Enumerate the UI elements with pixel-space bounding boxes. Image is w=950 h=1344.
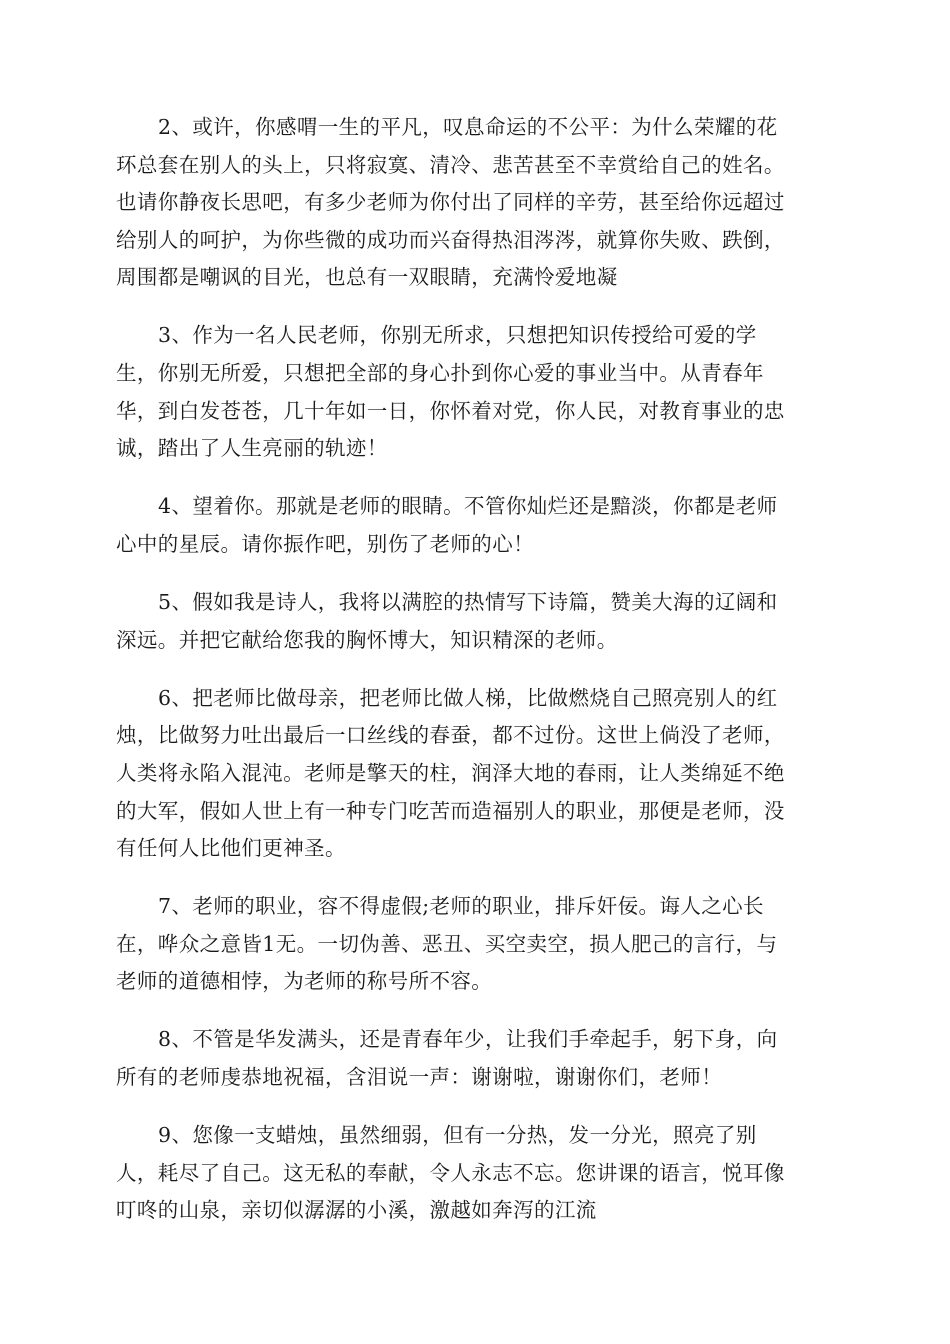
text-line: 也请你静夜长思吧，有多少老师为你付出了同样的辛劳，甚至给你远超过 <box>116 190 785 215</box>
text-line: 深远。并把它献给您我的胸怀博大，知识精深的老师。 <box>116 627 618 652</box>
text-line: 8、不管是华发满头，还是青春年少，让我们手牵起手，躬下身，向 <box>158 1027 778 1052</box>
text-line: 的大军，假如人世上有一种专门吃苦而造福别人的职业，那便是老师，没 <box>116 798 785 823</box>
paragraph-3 <box>116 317 834 467</box>
text-line: 心中的星辰。请你振作吧，别伤了老师的心！ <box>116 531 534 556</box>
text-line: 7、老师的职业，容不得虚假;老师的职业，排斥奸佞。诲人之心长 <box>158 894 764 919</box>
text-line: 人类将永陷入混沌。老师是擎天的柱，润泽大地的春雨，让人类绵延不绝 <box>116 760 785 785</box>
text-line: 3、作为一名人民老师，你别无所求，只想把知识传授给可爱的学 <box>158 323 757 348</box>
text-line: 有任何人比他们更神圣。 <box>116 836 346 861</box>
text-line: 人，耗尽了自己。这无私的奉献，令人永志不忘。您讲课的语言，悦耳像 <box>116 1160 785 1185</box>
text-line: 诚，踏出了人生亮丽的轨迹！ <box>116 436 388 461</box>
document-body <box>116 109 834 1250</box>
text-line: 5、假如我是诗人，我将以满腔的热情写下诗篇，赞美大海的辽阔和 <box>158 590 778 615</box>
text-line: 叮咚的山泉，亲切似潺潺的小溪，激越如奔泻的江流 <box>116 1198 597 1223</box>
text-line: 4、望着你。那就是老师的眼睛。不管你灿烂还是黯淡，你都是老师 <box>158 494 778 519</box>
paragraph-8 <box>116 1021 834 1096</box>
paragraph-2 <box>116 109 834 297</box>
text-line: 6、把老师比做母亲，把老师比做人梯，比做燃烧自己照亮别人的红 <box>158 685 778 710</box>
paragraph-9 <box>116 1117 834 1230</box>
text-line: 所有的老师虔恭地祝福，含泪说一声：谢谢啦，谢谢你们，老师！ <box>116 1065 723 1090</box>
paragraph-4 <box>116 488 834 563</box>
text-line: 华，到白发苍苍，几十年如一日，你怀着对党，你人民，对教育事业的忠 <box>116 398 785 423</box>
text-line: 烛，比做努力吐出最后一口丝线的春蚕，都不过份。这世上倘没了老师， <box>116 723 785 748</box>
text-line: 2、或许，你感喟一生的平凡，叹息命运的不公平：为什么荣耀的花 <box>158 115 778 139</box>
paragraph-5 <box>116 584 834 659</box>
text-line: 环总套在别人的头上，只将寂寞、清冷、悲苦甚至不幸赏给自己的姓名。 <box>116 152 785 177</box>
text-line: 给别人的呵护，为你些微的成功而兴奋得热泪涔涔，就算你失败、跌倒， <box>116 227 785 252</box>
text-line: 周围都是嘲讽的目光，也总有一双眼睛，充满怜爱地凝 <box>116 265 618 290</box>
text-line: 生，你别无所爱，只想把全部的身心扑到你心爱的事业当中。从青春年 <box>116 361 764 386</box>
text-line: 9、您像一支蜡烛，虽然细弱，但有一分热，发一分光，照亮了别 <box>158 1123 757 1148</box>
text-line: 老师的道德相悖，为老师的称号所不容。 <box>116 969 493 994</box>
paragraph-7 <box>116 888 834 1001</box>
paragraph-6 <box>116 680 834 868</box>
text-line: 在，哗众之意皆1无。一切伪善、恶丑、买空卖空，损人肥己的言行，与 <box>116 931 778 956</box>
